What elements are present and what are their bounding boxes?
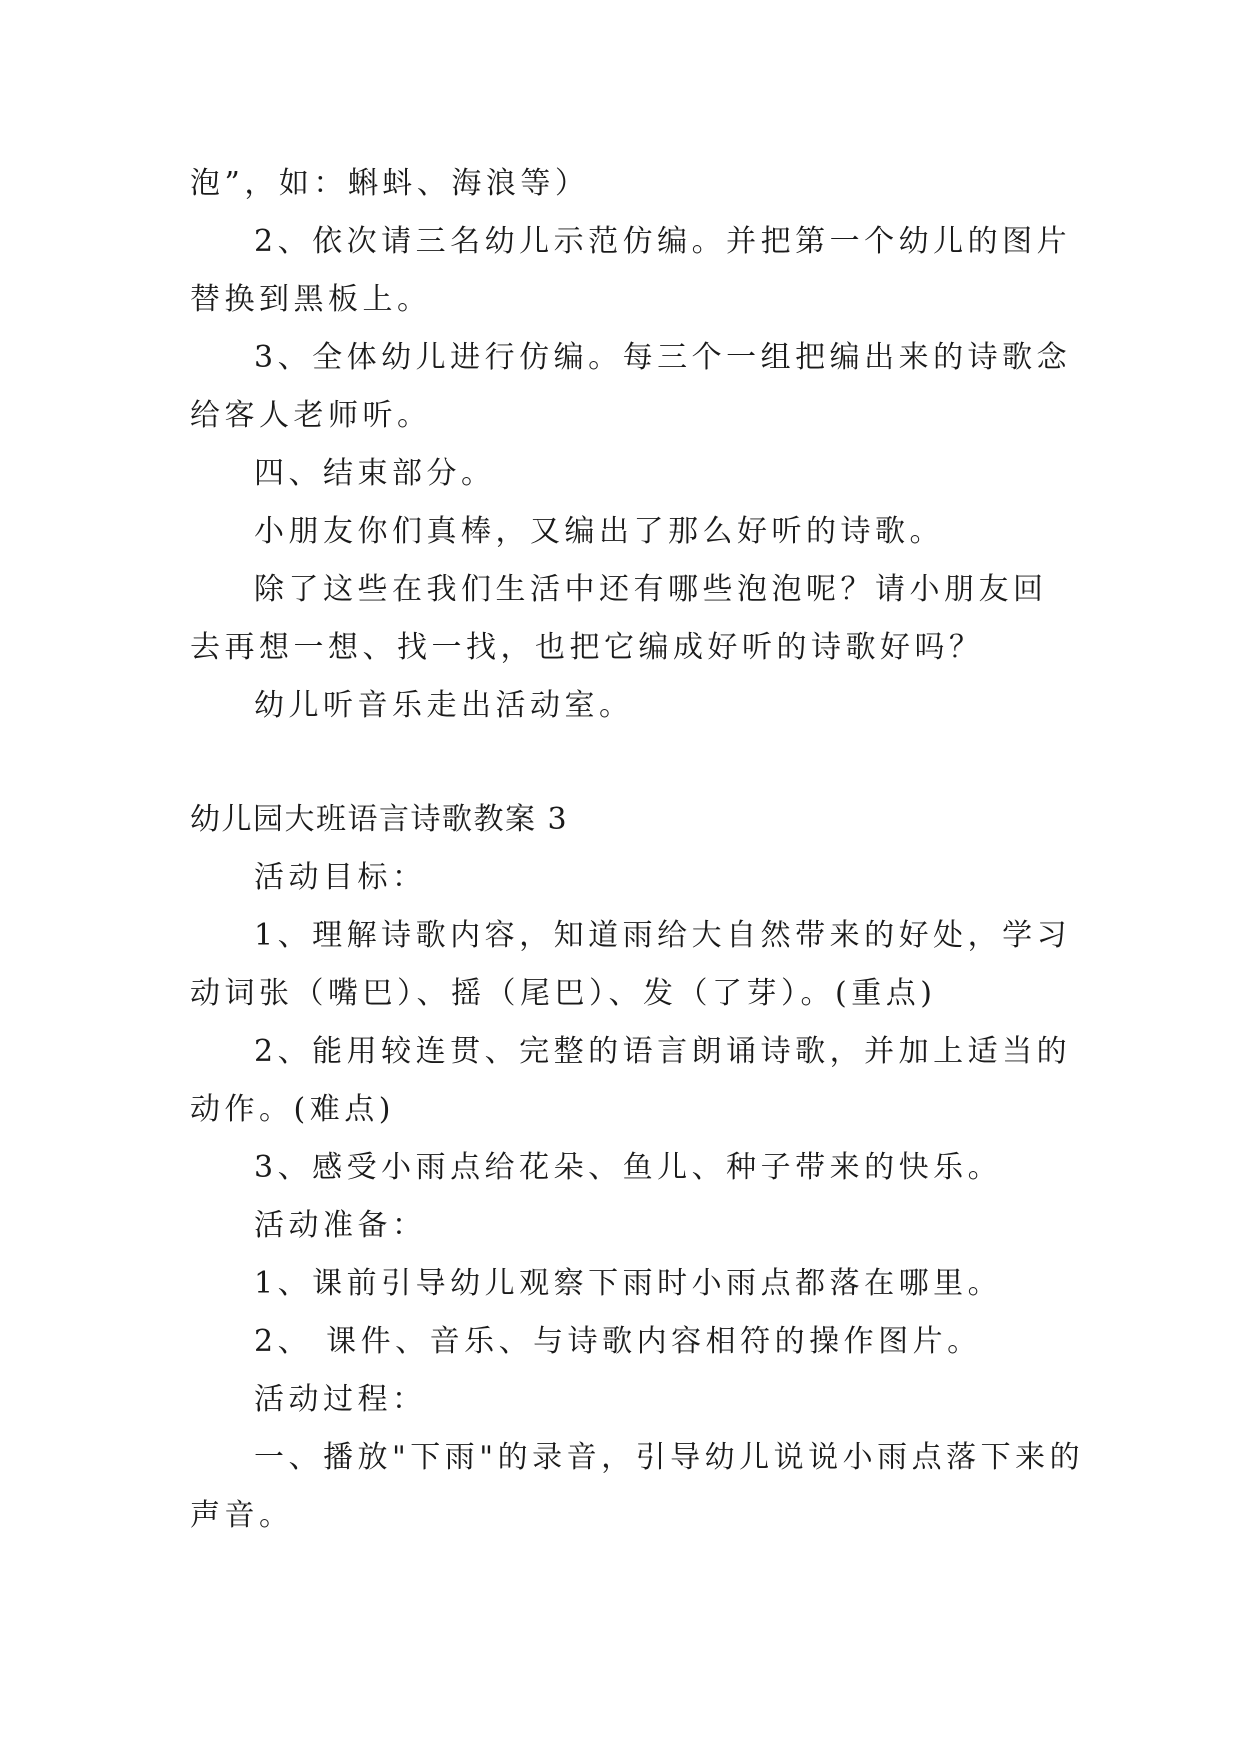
paragraph-line: 活动过程： — [254, 1382, 427, 1417]
paragraph-line: 除了这些在我们生活中还有哪些泡泡呢？请小朋友回 — [254, 572, 1048, 607]
paragraph-line: 小朋友你们真棒，又编出了那么好听的诗歌。 — [254, 514, 944, 549]
paragraph-line: 活动目标： — [254, 860, 427, 895]
paragraph-line: 幼儿听音乐走出活动室。 — [254, 688, 634, 723]
paragraph-line: 给客人老师听。 — [190, 398, 432, 433]
paragraph-line: 1、课前引导幼儿观察下雨时小雨点都落在哪里。 — [254, 1266, 1003, 1301]
paragraph-line: 2、能用较连贯、完整的语言朗诵诗歌，并加上适当的 — [254, 1034, 1072, 1069]
paragraph-line: 泡”，如：蝌蚪、海浪等） — [190, 166, 590, 201]
paragraph-line: 声音。 — [190, 1498, 294, 1533]
paragraph-line: 替换到黑板上。 — [190, 282, 432, 317]
section-title: 幼儿园大班语言诗歌教案 3 — [190, 802, 569, 837]
paragraph-line: 动作。(难点) — [190, 1092, 395, 1127]
paragraph-line: 2、依次请三名幼儿示范仿编。并把第一个幼儿的图片 — [254, 224, 1072, 259]
paragraph-line: 去再想一想、找一找，也把它编成好听的诗歌好吗？ — [190, 630, 984, 665]
paragraph-line: 四、结束部分。 — [254, 456, 496, 491]
paragraph-line: 活动准备： — [254, 1208, 427, 1243]
paragraph-line: 3、感受小雨点给花朵、鱼儿、种子带来的快乐。 — [254, 1150, 1003, 1185]
paragraph-line: 1、理解诗歌内容，知道雨给大自然带来的好处，学习 — [254, 918, 1072, 953]
paragraph-line: 动词张（嘴巴）、摇（尾巴）、发（了芽）。(重点) — [190, 976, 937, 1011]
paragraph-line: 2、 课件、音乐、与诗歌内容相符的操作图片。 — [254, 1324, 982, 1359]
paragraph-line: 一、播放"下雨"的录音，引导幼儿说说小雨点落下来的 — [254, 1440, 1085, 1475]
paragraph-line: 3、全体幼儿进行仿编。每三个一组把编出来的诗歌念 — [254, 340, 1072, 375]
